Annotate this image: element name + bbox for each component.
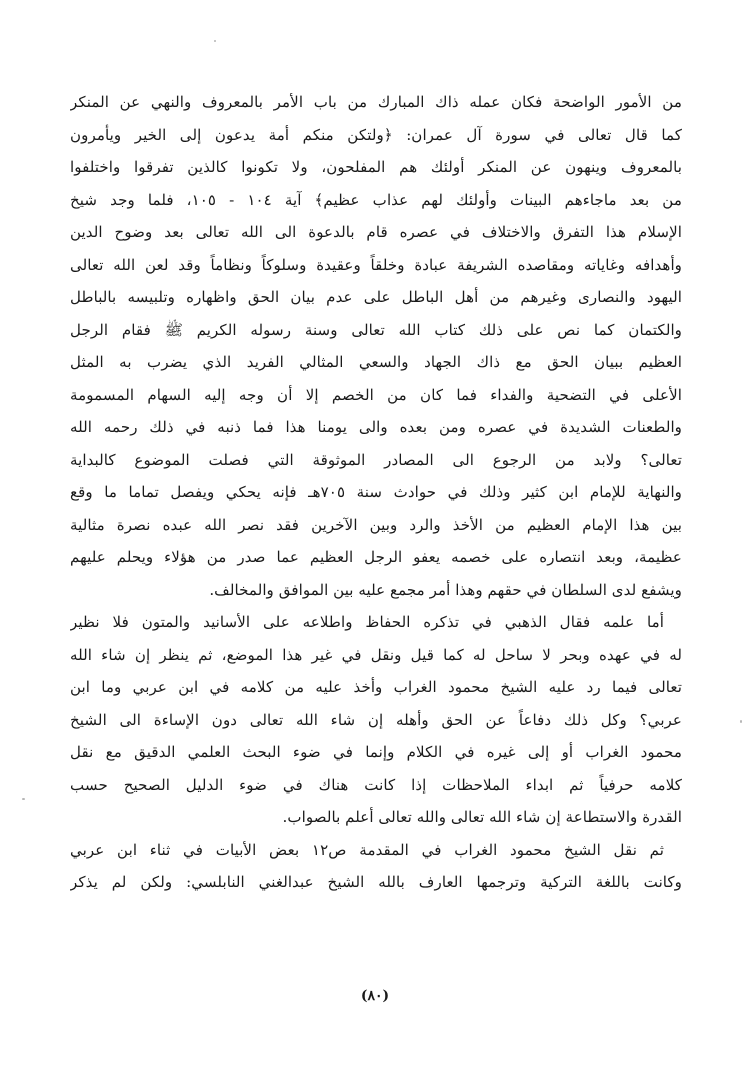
text-line-23: القدرة والاستطاعة إن شاء الله تعالى والله تعالى أعلم بالصواب.: [282, 808, 682, 826]
text-line-22: كلامه حرفياً ثم ابداء الملاحظات إذا كانت هناك في ضوء الدليل الصحيح حسب: [70, 775, 682, 794]
text-line-11: والطعنات الشديدة في عصره ومن بعده والى يومنا هذا فما ذنبه في ذلك رحمه الله: [70, 418, 682, 436]
text-line-19: تعالى فيما رد عليه الشيخ محمود الغراب وأخذ عليه من كلامه في ابن عربي وما ابن: [70, 678, 682, 696]
text-line-7: اليهود والنصارى وغيرهم من أهل الباطل على عدم بيان الحق واظهاره وتلبيسه بالباطل: [70, 288, 682, 306]
scan-speck: [214, 40, 216, 42]
text-line-17: أما علمه فقال الذهبي في تذكره الحفاظ واطلاعه على الأسانيد والمتون فلا نظير: [70, 613, 664, 631]
scan-speck: [22, 798, 25, 800]
text-line-6: وأهدافه وغاياته ومقاصده الشريفة عبادة وخلقاً وعقيدة وسلوكاً ونظاماً وقد لعن الله تعالى: [70, 255, 682, 274]
page-number: (٨٠): [360, 988, 390, 1004]
text-line-2: كما قال تعالى في سورة آل عمران: ﴿ولتكن منكم أمة يدعون إلى الخير ويأمرون: [70, 125, 682, 144]
text-line-3: بالمعروف وينهون عن المنكر أولئك هم المفلحون، ولا تكونوا كالذين تفرقوا واختلفوا: [70, 158, 682, 176]
text-line-20: عربي؟ وكل ذلك دفاعاً عن الحق وأهله إن شاء الله تعالى دون الإساءة الى الشيخ: [70, 710, 682, 729]
text-line-16: ويشفع لدى السلطان في حقهم وهذا أمر مجمع عليه بين الموافق والمخالف.: [209, 580, 682, 599]
text-line-24: ثم نقل الشيخ محمود الغراب في المقدمة ص١٢ بعض الأبيات في ثناء ابن عربي: [70, 840, 665, 859]
text-line-4: من بعد ماجاءهم البينات وأولئك لهم عذاب عظيم﴾ آية ١٠٤ - ١٠٥، فلما وجد شيخ: [70, 190, 682, 209]
text-line-8: والكتمان كما نص على ذلك كتاب الله تعالى وسنة رسوله الكريم ﷺ فقام الرجل: [70, 320, 682, 339]
scan-speck: [740, 720, 742, 723]
text-line-18: له في عهده وبحر لا ساحل له كما قيل ونقل في غير هذا الموضع، ثم ينظر إن شاء الله: [70, 645, 682, 664]
text-line-21: محمود الغراب أو إلى غيره في الكلام وإنما في ضوء البحث العلمي الدقيق مع نقل: [70, 743, 682, 761]
text-line-1: من الأمور الواضحة فكان عمله ذاك المبارك من باب الأمر بالمعروف والنهي عن المنكر: [70, 93, 682, 111]
page-body: [70, 86, 682, 899]
text-line-13: والنهاية للإمام ابن كثير وذلك في حوادث سنة ٧٠٥هـ فإنه يحكي ويفصل تماما ما وقع: [70, 483, 682, 501]
text-line-5: الإسلام هذا التفرق والاختلاف في عصره قام بالدعوة الى الله تعالى بعد وضوح الدين: [70, 223, 682, 241]
text-line-14: بين هذا الإمام العظيم من الأخذ والرد وبين الآخرين فقد نصر الله عبده نصرة مثالية: [70, 515, 682, 534]
text-line-25: وكانت باللغة التركية وترجمها العارف بالله الشيخ عبدالغني النابلسي: ولكن لم يذكر: [70, 873, 682, 891]
text-line-12: تعالى؟ ولابد من الرجوع الى المصادر الموثوقة التي فصلت الموضوع كالبداية: [70, 450, 682, 469]
text-line-9: العظيم ببيان الحق مع ذاك الجهاد والسعي المثالي الفريد الذي يضرب به المثل: [70, 353, 682, 371]
text-line-10: الأعلى في التضحية والفداء فما كان من الخصم إلا أن وجه إليه السهام المسمومة: [70, 385, 682, 404]
text-line-15: عظيمة، وبعد انتصاره على خصمه يعفو الرجل العظيم عما صدر من هؤلاء ويحلم عليهم: [70, 548, 682, 566]
